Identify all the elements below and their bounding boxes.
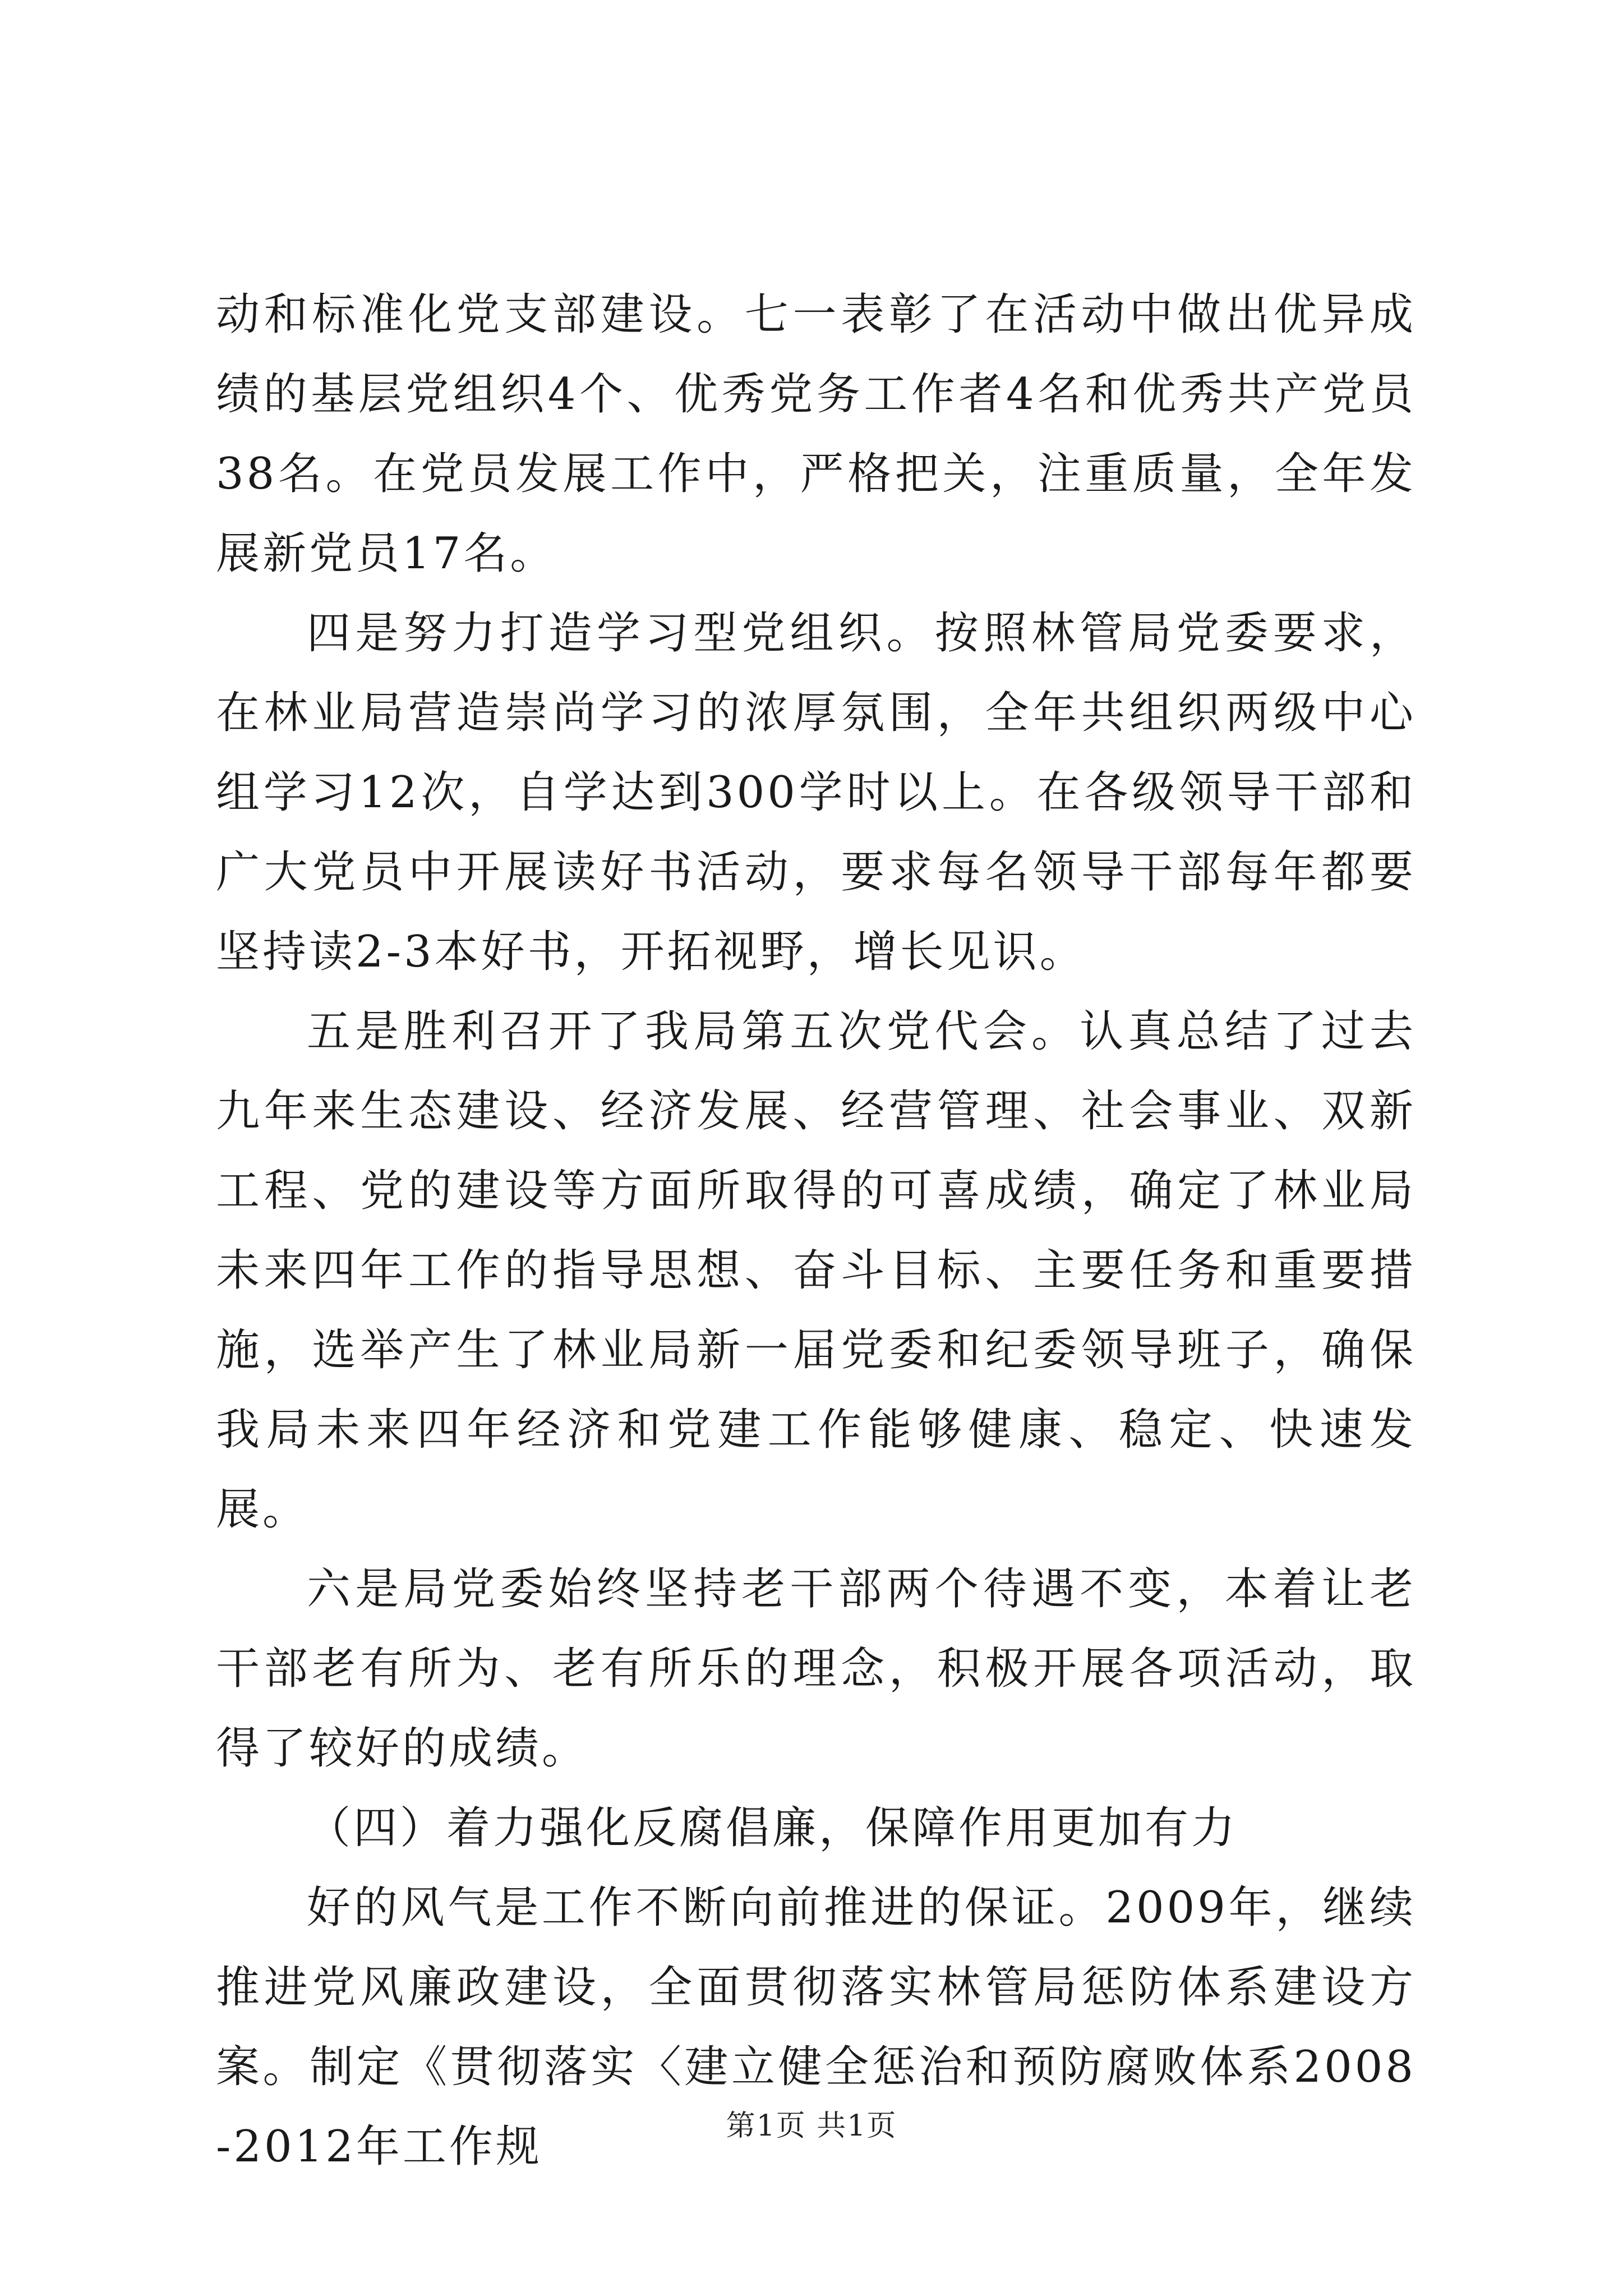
paragraph-anti-corruption: 好的风气是工作不断向前推进的保证。2009年，继续推进党风廉政建设，全面贯彻落实林管局惩防体系建设方案。制定《贯彻落实〈建立健全惩治和预防腐败体系2008-2012年工作规 [216, 1883, 1416, 2172]
paragraph-learning-organization: 四是努力打造学习型党组织。按照林管局党委要求，在林业局营造崇尚学习的浓厚氛围，全年共组织两级中心组学习12次，自学达到300学时以上。在各级领导干部和广大党员中开展读好书活动，要求每名领导干部每年都要坚持读2-3本好书，开拓视野，增长见识。 [216, 608, 1416, 977]
section-heading: （四）着力强化反腐倡廉，保障作用更加有力 [307, 1803, 1238, 1853]
page-number-footer: 第1页 共1页 [726, 2109, 897, 2143]
paragraph-party-congress: 五是胜利召开了我局第五次党代会。认真总结了过去九年来生态建设、经济发展、经营管理、社会事业、双新工程、党的建设等方面所取得的可喜成绩，确定了林业局未来四年工作的指导思想、奋斗目标、主要任务和重要措施，选举产生了林业局新一届党委和纪委领导班子，确保我局未来四年经济和党建工作能够健康、稳定、快速发展。 [216, 1006, 1416, 1535]
document-body [216, 275, 1416, 2187]
paragraph-veteran-cadres: 六是局党委始终坚持老干部两个待遇不变，本着让老干部老有所为、老有所乐的理念，积极开展各项活动，取得了较好的成绩。 [216, 1564, 1416, 1774]
paragraph-party-branch-building: 动和标准化党支部建设。七一表彰了在活动中做出优异成绩的基层党组织4个、优秀党务工作者4名和优秀共产党员38名。在党员发展工作中，严格把关，注重质量，全年发展新党员17名。 [216, 289, 1416, 579]
